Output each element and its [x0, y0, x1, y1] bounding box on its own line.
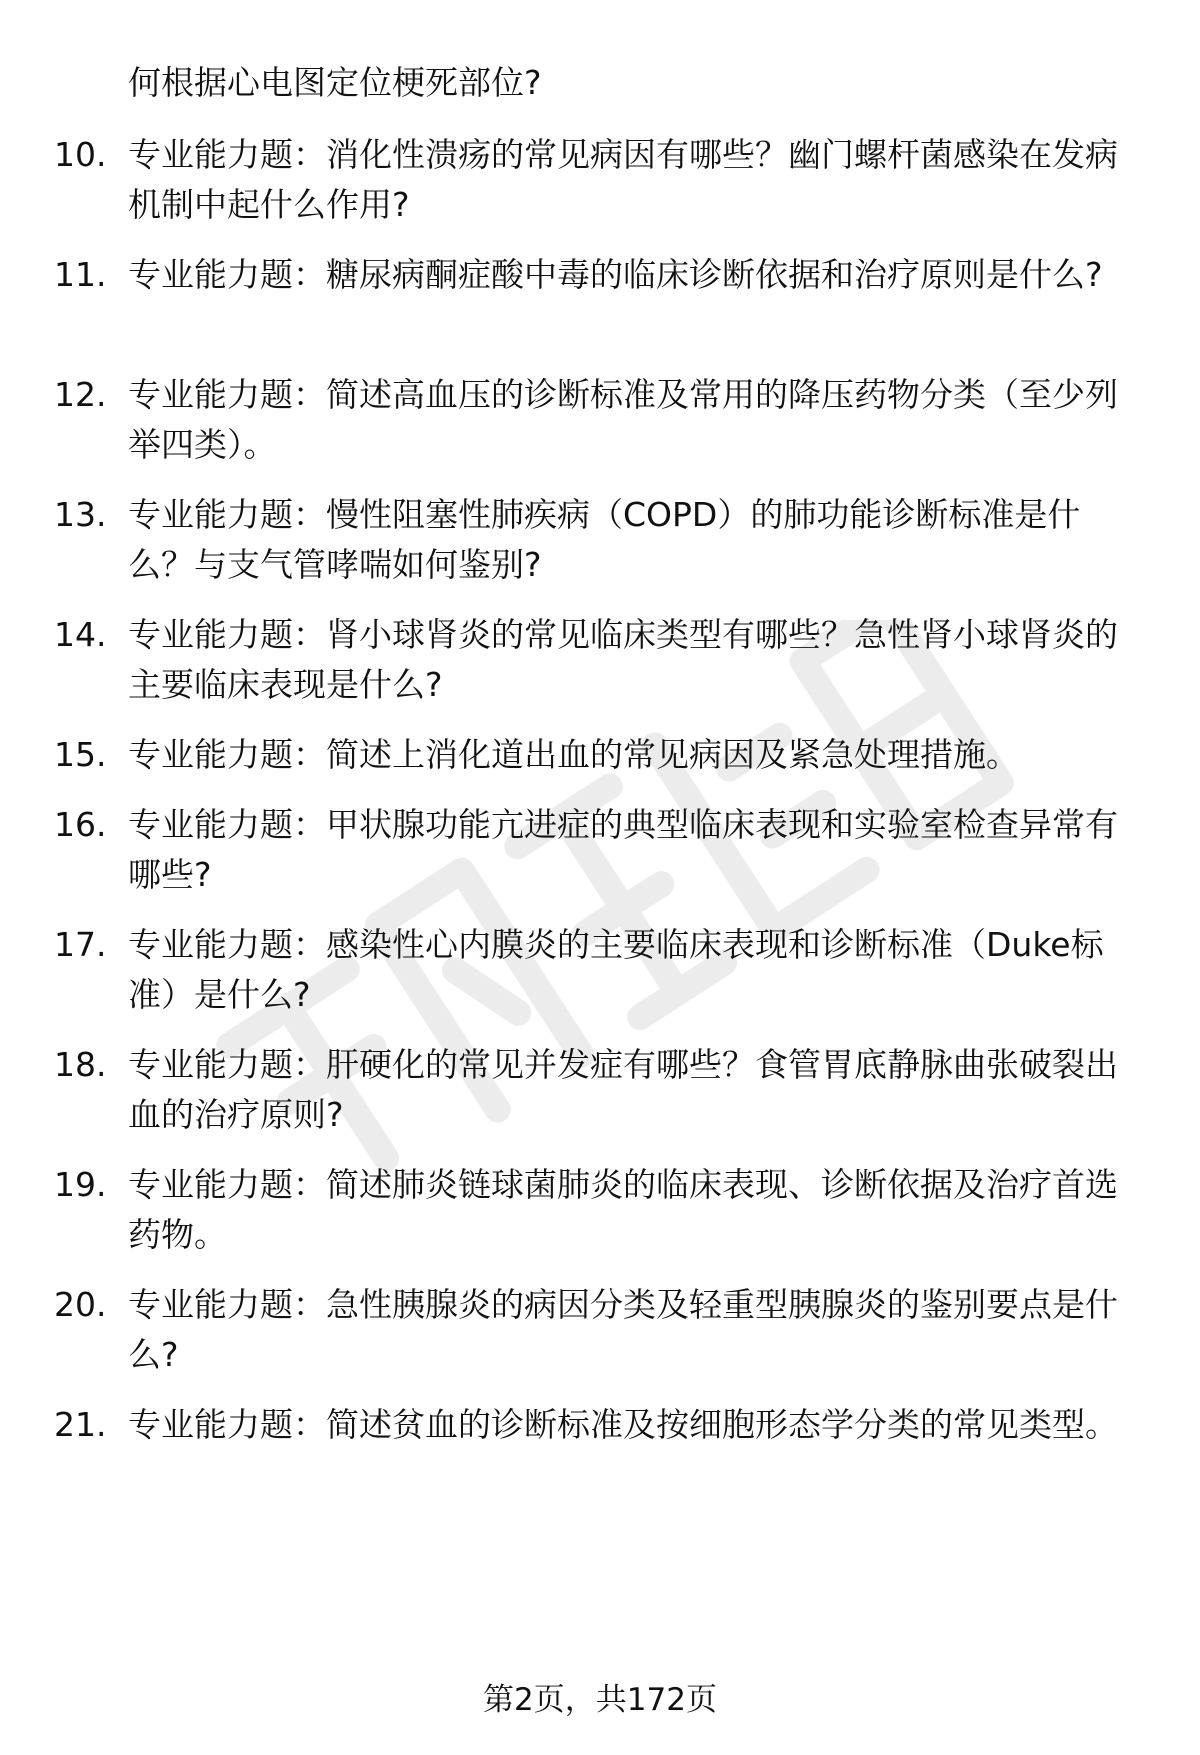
question-text: 专业能力题：简述高血压的诊断标准及常用的降压药物分类（至少列举四类）。 — [128, 375, 1118, 464]
question-text: 专业能力题：肾小球肾炎的常见临床类型有哪些？急性肾小球肾炎的主要临床表现是什么? — [128, 615, 1118, 704]
question-text: 专业能力题：简述上消化道出血的常见病因及紧急处理措施。 — [128, 735, 1019, 774]
question-number: 21. — [54, 1405, 107, 1444]
question-text: 专业能力题：急性胰腺炎的病因分类及轻重型胰腺炎的鉴别要点是什么? — [128, 1285, 1118, 1374]
question-text: 专业能力题：糖尿病酮症酸中毒的临床诊断依据和治疗原则是什么? — [128, 255, 1103, 294]
question-number: 10. — [54, 135, 107, 174]
question-number: 13. — [54, 495, 107, 534]
continuation-text: 何根据心电图定位梗死部位? — [128, 63, 542, 102]
question-number: 17. — [54, 925, 107, 964]
question-number: 19. — [54, 1165, 107, 1204]
question-text: 专业能力题：简述肺炎链球菌肺炎的临床表现、诊断依据及治疗首选药物。 — [128, 1165, 1118, 1254]
question-text: 专业能力题：消化性溃疡的常见病因有哪些？幽门螺杆菌感染在发病机制中起什么作用? — [128, 135, 1118, 224]
question-number: 16. — [54, 805, 107, 844]
question-text: 专业能力题：慢性阻塞性肺疾病（COPD）的肺功能诊断标准是什么？与支气管哮喘如何鉴别? — [128, 495, 1081, 584]
question-number: 20. — [54, 1285, 107, 1324]
question-text: 专业能力题：肝硬化的常见并发症有哪些？食管胃底静脉曲张破裂出血的治疗原则? — [128, 1045, 1118, 1134]
question-text: 专业能力题：简述贫血的诊断标准及按细胞形态学分类的常见类型。 — [128, 1405, 1118, 1444]
question-number: 14. — [54, 615, 107, 654]
question-number: 12. — [54, 375, 107, 414]
question-text: 专业能力题：甲状腺功能亢进症的典型临床表现和实验室检查异常有哪些? — [128, 805, 1118, 894]
question-number: 11. — [54, 255, 107, 294]
question-number: 18. — [54, 1045, 107, 1084]
question-text: 专业能力题：感染性心内膜炎的主要临床表现和诊断标准（Duke标准）是什么? — [128, 925, 1104, 1014]
question-number: 15. — [54, 735, 107, 774]
page-footer: 第2页，共172页 — [483, 1682, 717, 1718]
